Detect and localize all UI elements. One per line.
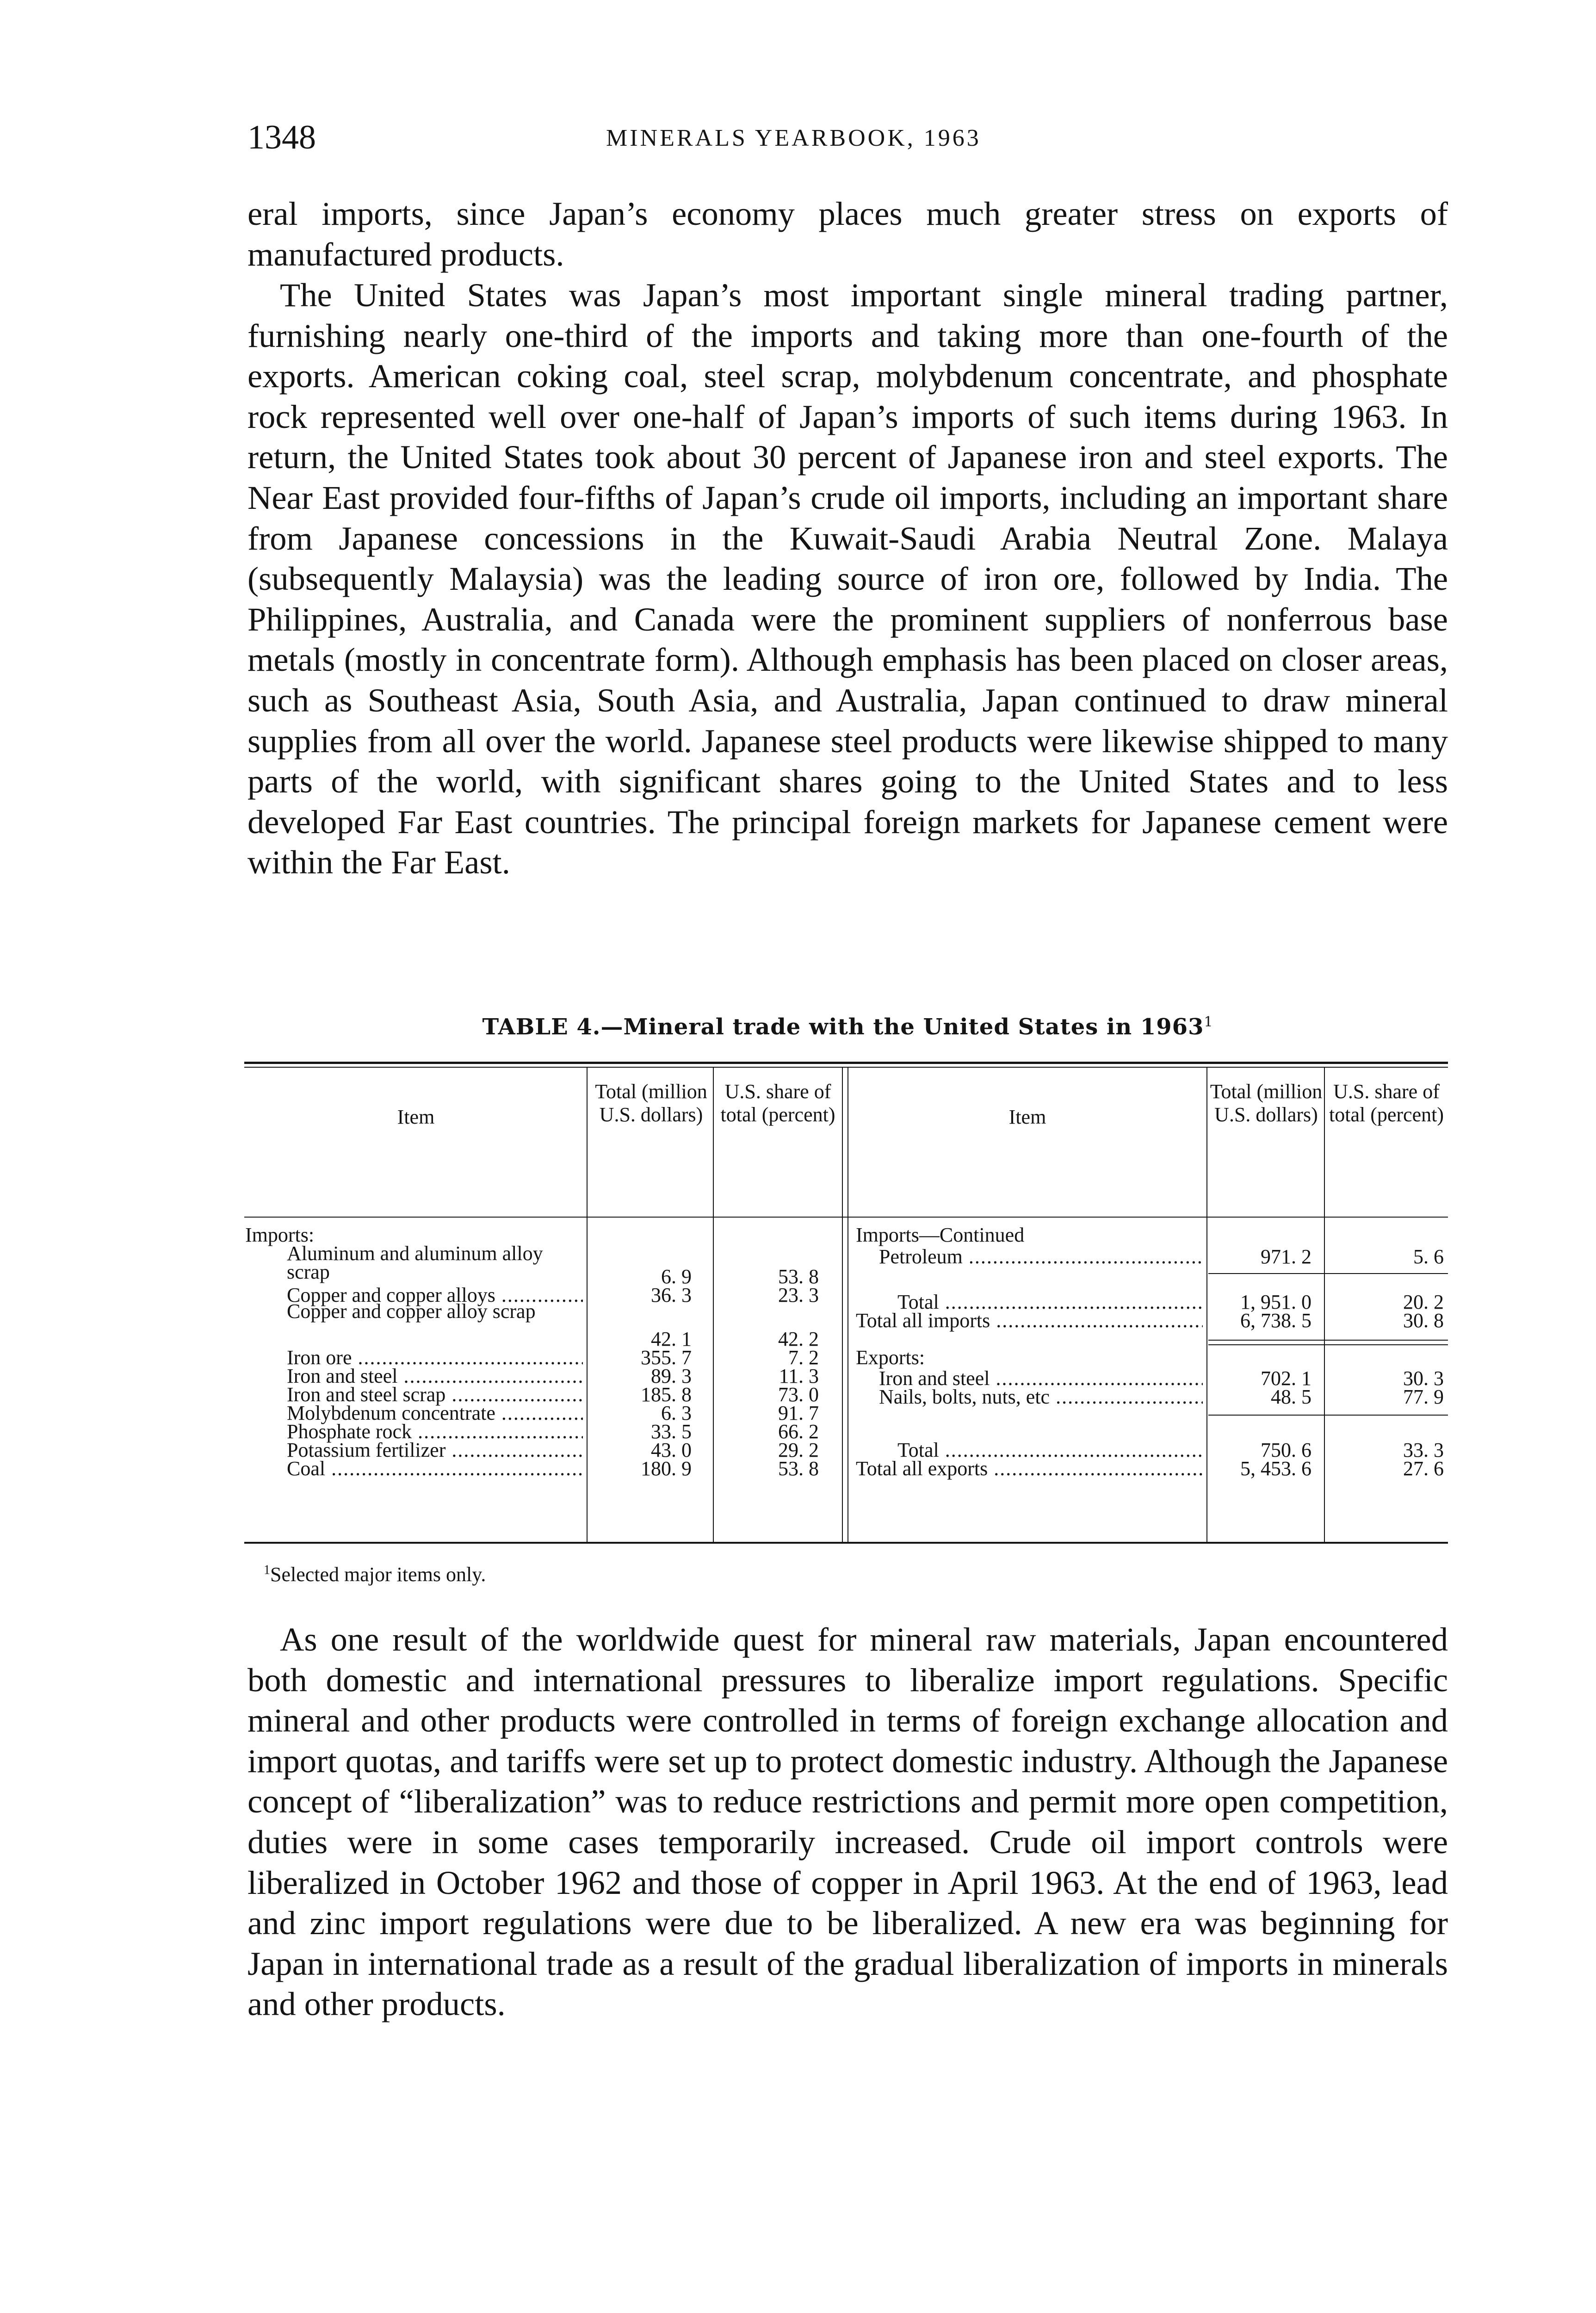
column-header-share: U.S. share of total (percent) [1329,1080,1444,1126]
table-cell-share: 53. 8 [778,1265,819,1288]
table-row-label: Total all exports ..... [856,1457,1203,1480]
table-bottom-rule [244,1542,1448,1544]
table-cell-share: 66. 2 [778,1420,819,1443]
table-cell-share: 42. 2 [778,1328,819,1350]
column-header-item: Item [1008,1106,1046,1128]
table-header-rule [244,1217,1448,1218]
table-row-label: Petroleum ..... [879,1245,1203,1268]
table-cell-total: 5, 453. 6 [1240,1457,1311,1480]
table-cell-total: 42. 1 [651,1328,692,1350]
paragraph-liberalization [247,1619,1448,2024]
paragraph-trade-partner [247,275,1448,883]
table-cell-total: 36. 3 [651,1284,692,1306]
page-number: 1348 [247,118,316,156]
section-label-imports: Imports: [245,1224,315,1246]
table-title: TABLE 4.—Mineral trade with the United States in 1963$^1$ [482,1014,1213,1040]
section-label-exports: Exports: [856,1346,925,1369]
table-cell-share: 20. 2 [1403,1291,1444,1313]
table-cell-share: 29. 2 [778,1439,819,1461]
table-row-label: Copper and copper alloy scrap [287,1300,536,1323]
column-header-total: Total (million U.S. dollars) [595,1080,707,1126]
column-divider [1324,1067,1325,1542]
sum-rule [1208,1273,1324,1274]
table-row-label: Copper and copper alloys ..... [287,1284,583,1307]
table-cell-share: 30. 3 [1403,1367,1444,1390]
column-divider [847,1067,848,1542]
table-cell-total: 750. 6 [1261,1439,1311,1461]
table-top-rule-thin [244,1067,1448,1068]
page-header [247,118,1448,160]
table-cell-total: 6, 738. 5 [1240,1309,1311,1332]
table-cell-total: 1, 951. 0 [1240,1291,1311,1313]
table-cell-share: 11. 3 [779,1365,819,1387]
column-divider [842,1067,843,1542]
table-cell-share: 33. 3 [1403,1439,1444,1461]
paragraph-text: The United States was Japan’s most important single mineral trading partner, furnishing nearly one-third of the imports and taking more than one-fourth of the exports. American coking coal, steel scrap, molybdenum concentrate, and phosphate rock represented well over one-half of Japan’s imports of such items during 1963. In return, the United States took about 30 percent of Japanese iron and steel exports. The Near East provided four-fifths of Japan’s crude oil imports, including an important share from Japanese concessions in the Kuwait-Saudi Arabia Neutral Zone. Malaya (subsequently Malaysia) was the leading source of iron ore, followed by India. The Philippines, Australia, and Canada were the prominent suppliers of nonferrous base metals (mostly in concentrate form). Although emphasis has been placed on closer areas, such as Southeast Asia, South Asia, and Australia, Japan continued to draw mineral supplies from all over the world. Japanese steel products were likewise shipped to many parts of the world, with significant shares going to the United States and to less developed Far East countries. The principal foreign markets for Japanese cement were within the Far East. [247,276,1448,881]
column-divider [713,1067,714,1542]
column-header-item: Item [397,1106,435,1128]
table-cell-share: 27. 6 [1403,1457,1444,1480]
table-cell-total: 43. 0 [651,1439,692,1461]
table-row-label: Nails, bolts, nuts, etc ..... [879,1385,1203,1409]
sum-rule [1325,1415,1448,1416]
table-row-label: Iron and steel ..... [879,1367,1203,1390]
table-cell-share: 77. 9 [1403,1385,1444,1408]
table-cell-share: 73. 0 [778,1383,819,1406]
table-row-label: Iron and steel ..... [287,1365,583,1388]
table-cell-total: 6. 9 [661,1265,692,1288]
table-cell-share: 5. 6 [1413,1245,1444,1268]
table-cell-total: 702. 1 [1261,1367,1311,1390]
table-row-label: Iron ore ..... [287,1346,583,1369]
table-row-label: Molybdenum concentrate ..... [287,1402,583,1425]
table-cell-total: 6. 3 [661,1402,692,1424]
footnote-mark: 1 [1204,1014,1213,1030]
table-cell-total: 89. 3 [651,1365,692,1387]
paragraph-text: As one result of the worldwide quest for mineral raw materials, Japan encountered both domestic and international pressures to liberalize import regulations. Specific mineral and other products were controlled in terms of foreign exchange allocation and import quotas, and tariffs were set up to protect domestic industry. Although the Japanese concept of “liberalization” was to reduce restrictions and permit more open competition, duties were in some cases temporarily increased. Crude oil import controls were liberalized in October 1962 and those of copper in April 1963. At the end of 1963, lead and zinc import regulations were due to be liberalized. A new era was beginning for Japan in international trade as a result of the gradual liberalization of imports in minerals and other products. [247,1620,1448,2023]
table-cell-share: 7. 2 [788,1346,819,1369]
footnote-mark: 1 [264,1563,270,1577]
column-header-total: Total (million U.S. dollars) [1210,1080,1323,1126]
table-row-label: Potassium fertilizer ..... [287,1439,583,1462]
section-label-imports-continued: Imports—Continued [856,1224,1025,1246]
table-cell-total: 180. 9 [641,1457,692,1480]
sum-rule [1208,1344,1324,1345]
sum-rule [1208,1415,1324,1416]
paragraph-continued [247,193,1448,274]
table-cell-total: 355. 7 [641,1346,692,1369]
column-divider [587,1067,588,1542]
paragraph-text: eral imports, since Japan’s economy places much greater stress on exports of manufactured products. [247,195,1448,273]
table-row-label: Phosphate rock ..... [287,1420,583,1443]
sum-rule [1325,1344,1448,1345]
table-row-label: Total ..... [897,1439,1203,1462]
table-cell-share: 53. 8 [778,1457,819,1480]
column-header-share: U.S. share of total (percent) [720,1080,835,1126]
sum-rule [1325,1273,1448,1274]
table-cell-total: 185. 8 [641,1383,692,1406]
table-cell-share: 30. 8 [1403,1309,1444,1332]
table-cell-share: 23. 3 [778,1284,819,1306]
sum-rule [1325,1340,1448,1341]
table-row-label: Iron and steel scrap ..... [287,1383,583,1406]
running-title: MINERALS YEARBOOK, 1963 [606,125,981,151]
table-cell-total: 33. 5 [651,1420,692,1443]
footnote-text: Selected major items only. [270,1563,486,1586]
table-top-rule [244,1062,1448,1064]
column-divider [1206,1067,1207,1542]
table-row-label: Total all imports ..... [856,1309,1203,1332]
table-footnote [264,1563,486,1586]
table-row-label: Aluminum and aluminum alloy scrap [287,1242,543,1283]
sum-rule [1208,1340,1324,1341]
table-cell-share: 91. 7 [778,1402,819,1424]
table-cell-total: 48. 5 [1271,1385,1311,1408]
table-row-label: Coal ..... [287,1457,583,1480]
table-row-label: Total ..... [897,1291,1203,1314]
table-cell-total: 971. 2 [1261,1245,1311,1268]
